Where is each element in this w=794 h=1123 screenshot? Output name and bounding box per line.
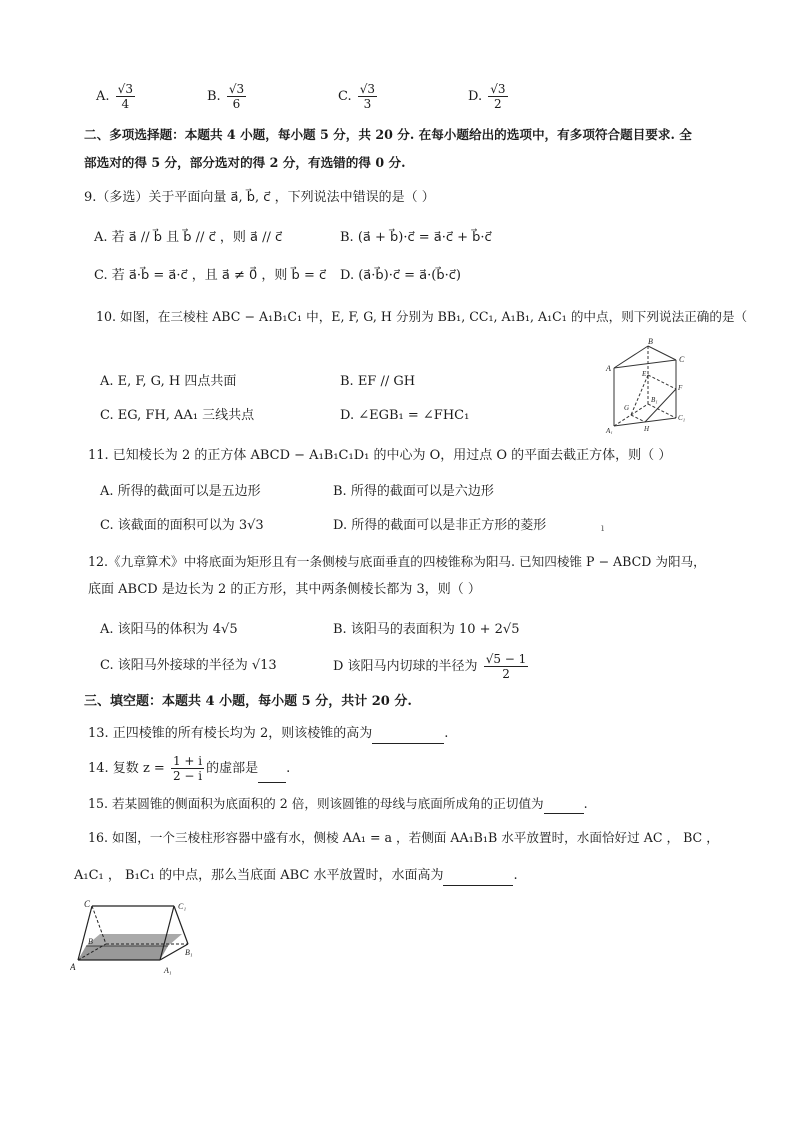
q16-fig-label-c1: C₁ [178,902,187,911]
section2-heading-line1: 二、多项选择题：本题共 4 小题，每小题 5 分，共 20 分. 在每小题给出的选项中，有多项符合题目要求. 全 [84,127,692,142]
q12-option-d-num: √5 − 1 [485,652,527,666]
q10-fig-label-b1: B₁ [651,396,658,404]
q10-fig-label-e: E [642,370,647,378]
q8-option-b [207,82,248,111]
q8-option-d-den: 2 [494,97,502,111]
q10-prism-figure [604,338,704,434]
q11-option-b: B. 所得的截面可以是六边形 [333,484,494,499]
q12-option-d [333,652,530,681]
q10-stem: 10. 如图，在三棱柱 ABC − A₁B₁C₁ 中，E, F, G, H 分别为 BB₁, CC₁, A₁B₁, A₁C₁ 的中点，则下列说法正确的是（ [96,309,748,324]
q14-end: . [286,761,291,776]
q12-option-d-den: 2 [502,667,510,681]
q15-end: . [583,796,588,811]
q12-stem-line2: 底面 ABCD 是边长为 2 的正方形，其中两条侧棱长都为 3，则（ ） [88,582,481,597]
q12-option-b: B. 该阳马的表面积为 10 + 2√5 [333,622,520,637]
q13-text: 13. 正四棱锥的所有棱长均为 2，则该棱锥的高为 [88,726,373,741]
q16-fig-label-c: C [84,899,91,909]
q16-fig-label-b1: B₁ [185,948,193,957]
q15-text: 15. 若某圆锥的侧面积为底面积的 2 倍，则该圆锥的母线与底面所成角的正切值为 [88,796,544,811]
q8-option-a [96,82,137,111]
q13-end: . [444,726,449,741]
q14-den: 2 − i [172,769,203,783]
q11-option-c: C. 该截面的面积可以为 3√3 [100,518,264,533]
q16-container-figure [70,898,200,978]
q10-option-c: C. EG, FH, AA₁ 三线共点 [100,408,255,423]
q14-answer-blank[interactable] [258,768,286,783]
section3-heading: 三、填空题：本题共 4 小题，每小题 5 分，共计 20 分. [84,694,412,709]
q9-stem: 9.（多选）关于平面向量 a⃗, b⃗, c⃗ ，下列说法中错误的是（ ） [84,190,435,205]
q15 [88,794,588,814]
q16-line1: 16. 如图，一个三棱柱形容器中盛有水，侧棱 AA₁ = a ，若侧面 AA₁B₁B 水平放置时，水面恰好过 AC ， BC ， [88,830,719,845]
q11-option-d: D. 所得的截面可以是非正方形的菱形 [333,518,547,533]
q11-stray-mark: ı [601,523,605,534]
q16-line2-text: A₁C₁ ， B₁C₁ 的中点，那么当底面 ABC 水平放置时，水面高为 [74,868,444,883]
q10-fig-label-f: F [678,384,683,392]
q14 [88,754,290,783]
q10-fig-label-c1: C₁ [678,414,686,422]
q16-end: . [513,868,518,883]
q12-option-d-prefix: D 该阳马内切球的半径为 [333,659,478,674]
q14-num: 1 + i [172,754,203,768]
q16-fig-label-b: B [88,937,93,946]
q8-option-c [338,82,379,111]
q10-fig-label-g: G [624,404,630,412]
q8-option-a-den: 4 [121,97,130,111]
q8-option-c-label: C. [338,89,352,104]
q9-option-b: B. (a⃗ + b⃗)·c⃗ = a⃗·c⃗ + b⃗·c⃗ [340,230,492,245]
q10-fig-label-c: C [679,355,685,364]
q8-option-b-den: 6 [232,97,241,111]
q10-option-b: B. EF // GH [340,374,416,389]
q14-suffix: 的虚部是 [206,761,259,776]
q16-answer-blank[interactable] [443,871,513,886]
q10-option-d: D. ∠EGB₁ = ∠FHC₁ [340,408,470,423]
q16-fig-label-a1: A₁ [164,966,172,975]
q15-answer-blank[interactable] [544,799,584,814]
q10-fig-label-a1: A₁ [606,427,613,434]
q8-option-a-label: A. [96,89,110,104]
q11-option-a: A. 所得的截面可以是五边形 [100,484,261,499]
q14-prefix: 14. 复数 z = [88,761,165,776]
q11-stem: 11. 已知棱长为 2 的正方体 ABCD − A₁B₁C₁D₁ 的中心为 O，用过点 O 的平面去截正方体，则（ ） [88,448,672,463]
q8-option-d-num: √3 [490,82,506,96]
q10-fig-label-h: H [644,425,650,433]
q10-option-a: A. E, F, G, H 四点共面 [100,374,237,389]
q8-option-b-label: B. [207,89,221,104]
q8-option-d-label: D. [468,89,483,104]
q9-option-d: D. (a⃗·b⃗)·c⃗ = a⃗·(b⃗·c⃗) [340,268,461,283]
q8-option-c-den: 3 [363,97,372,111]
q10-fig-label-a: A [606,364,611,373]
q13-answer-blank[interactable] [372,729,444,744]
q9-option-a: A. 若 a⃗ // b⃗ 且 b⃗ // c⃗ ，则 a⃗ // c⃗ [94,230,283,245]
q12-stem-line1: 12.《九章算术》中将底面为矩形且有一条侧棱与底面垂直的四棱锥称为阳马. 已知四棱锥 P − ABCD 为阳马， [88,554,706,569]
q8-option-b-num: √3 [228,82,245,96]
q8-option-a-num: √3 [117,82,133,96]
q12-option-a: A. 该阳马的体积为 4√5 [100,622,238,637]
q8-option-c-num: √3 [359,82,376,96]
q16-line2 [74,866,518,886]
q13 [88,724,448,744]
q9-option-c: C. 若 a⃗·b⃗ = a⃗·c⃗ ，且 a⃗ ≠ 0⃗ ，则 b⃗ = c⃗ [94,268,327,283]
q12-option-c: C. 该阳马外接球的半径为 √13 [100,658,277,673]
q8-option-d [468,82,510,111]
q10-fig-label-b: B [648,338,653,346]
q16-fig-label-a: A [70,962,76,972]
section2-heading-line2: 部选对的得 5 分，部分选对的得 2 分，有选错的得 0 分. [84,155,406,170]
